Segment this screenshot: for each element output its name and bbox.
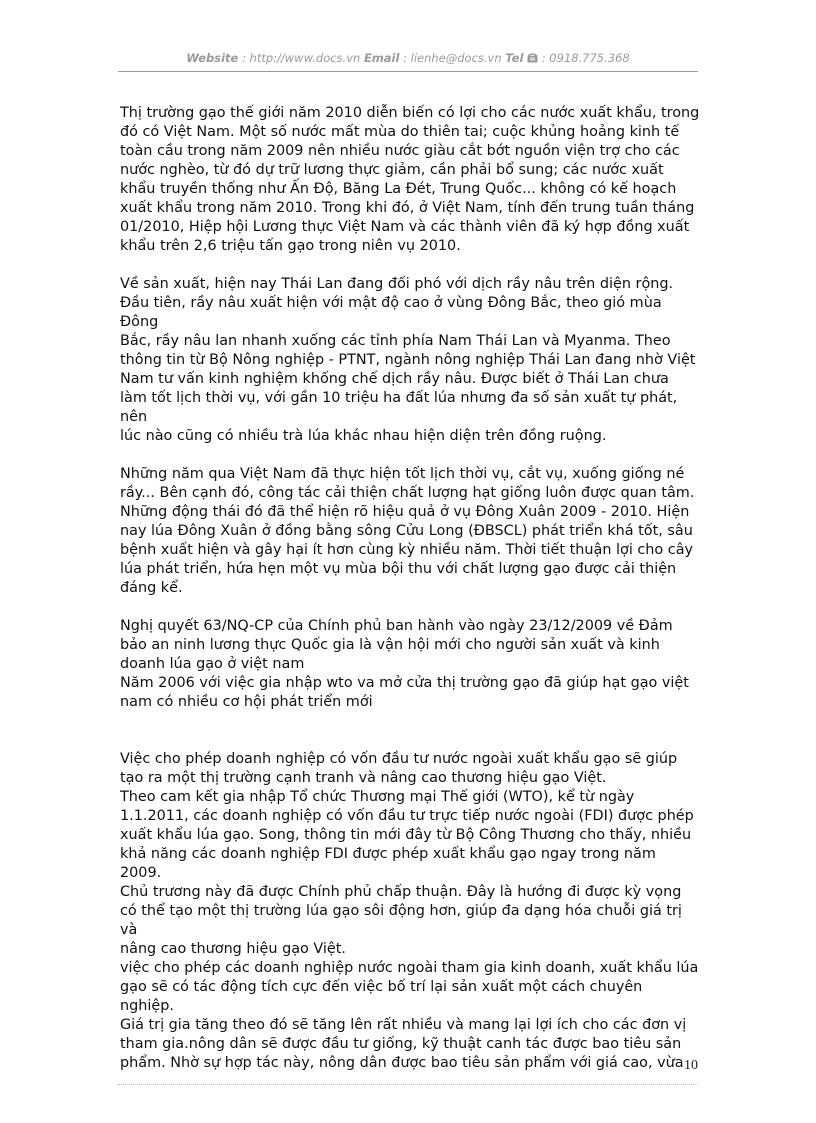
tel-label: Tel [505,51,524,65]
website-url[interactable]: : http://www.docs.vn [238,51,364,65]
footer-divider [118,1084,698,1085]
paragraph-vietnam-crop: Những năm qua Việt Nam đã thực hiện tốt lịch thời vụ, cắt vụ, xuống giống né rầy... Bên cạnh đó, công tác cải thiện chất lượng hạt giống luôn được quan tâm. Những động thái đó đã thể hiện rõ hiệu quả ở vụ Đông Xuân 2009 - 2010. Hiện nay lúa Đông Xuân ở đồng bằng sông Cửu Long (ĐBSCL) phát triển khá tốt, sâu bệnh xuất hiện và gây hại ít hơn cùng kỳ nhiều năm. Thời tiết thuận lợi cho cây lúa phát triển, hứa hẹn một vụ mùa bội thu với chất lượng gạo được cải thiện đáng kể. [120,466,695,596]
paragraph-fdi-export: Việc cho phép doanh nghiệp có vốn đầu tư nước ngoài xuất khẩu gạo sẽ giúp tạo ra một thị trường cạnh tranh và nâng cao thương hiệu gạo Việt. Theo cam kết gia nhập Tổ chức Thương mại Thế giới (WTO), kể từ ngày 1.1.2011, các doanh nghiệp có vốn đầu tư trực tiếp nước ngoài (FDI) được phép xuất khẩu lúa gạo. Song, thông tin mới đây từ Bộ Công Thương cho thấy, nhiều khả năng các doanh nghiệp FDI được phép xuất khẩu gạo ngay trong năm 2009. Chủ trương này đã được Chính phủ chấp thuận. Đây là hướng đi được kỳ vọng có thể tạo một thị trường lúa gạo sôi động hơn, giúp đa dạng hóa chuỗi giá trị và nâng cao thương hiệu gạo Việt. việc cho phép các doanh nghiệp nước ngoài tham gia kinh doanh, xuất khẩu lúa gạo sẽ có tác động tích cực đến việc bố trí lại sản xuất một cách chuyên nghiệp. Giá trị gia tăng theo đó sẽ tăng lên rất nhiều và mang lại lợi ích cho các đơn vị tham gia.nông dân sẽ được đầu tư giống, kỹ thuật canh tác được bao tiêu sản phẩm. Nhờ sự hợp tác này, nông dân được bao tiêu sản phẩm với giá cao, vừa [120,751,699,1071]
page-header [118,51,698,65]
tel-number: : 0918.775.368 [538,51,630,65]
document-body [120,104,700,1092]
page-number: 10 [684,1058,698,1073]
email-label: Email [363,51,400,65]
telephone-icon [527,51,538,65]
paragraph-resolution-63: Nghị quyết 63/NQ-CP của Chính phủ ban hành vào ngày 23/12/2009 về Đảm bảo an ninh lương thực Quốc gia là vận hội mới cho người sản xuất và kinh doanh lúa gạo ở việt nam Năm 2006 với việc gia nhập wto va mở cửa thị trường gạo đã giúp hạt gạo việt nam có nhiều cơ hội phát triển mới [120,618,689,710]
website-label: Website [186,51,239,65]
header-divider [118,71,698,72]
paragraph-production-thailand: Về sản xuất, hiện nay Thái Lan đang đối phó với dịch rầy nâu trên diện rộng. Đầu tiên, rầy nâu xuất hiện với mật độ cao ở vùng Đông Bắc, theo gió mùa Đông Bắc, rầy nâu lan nhanh xuống các tỉnh phía Nam Thái Lan và Myanma. Theo thông tin từ Bộ Nông nghiệp - PTNT, ngành nông nghiệp Thái Lan đang nhờ Việt Nam tư vấn kinh nghiệm khống chế dịch rầy nâu. Được biết ở Thái Lan chưa làm tốt lịch thời vụ, với gần 10 triệu ha đất lúa nhưng đa số sản xuất tự phát, nên lúc nào cũng có nhiều trà lúa khác nhau hiện diện trên đồng ruộng. [120,276,696,444]
paragraph-world-rice-market: Thị trường gạo thế giới năm 2010 diễn biến có lợi cho các nước xuất khẩu, trong đó có Việt Nam. Một số nước mất mùa do thiên tai; cuộc khủng hoảng kinh tế toàn cầu trong năm 2009 nên nhiều nước giàu cắt bớt nguồn viện trợ cho các nước nghèo, từ đó dự trữ lương thực giảm, cần phải bổ sung; các nước xuất khẩu truyền thống như Ấn Độ, Băng La Đét, Trung Quốc... không có kế hoạch xuất khẩu trong năm 2010. Trong khi đó, ở Việt Nam, tính đến trung tuần tháng 01/2010, Hiệp hội Lương thực Việt Nam và các thành viên đã ký hợp đồng xuất khẩu trên 2,6 triệu tấn gạo trong niên vụ 2010. [120,105,700,254]
email-address[interactable]: : lienhe@docs.vn [399,51,506,65]
